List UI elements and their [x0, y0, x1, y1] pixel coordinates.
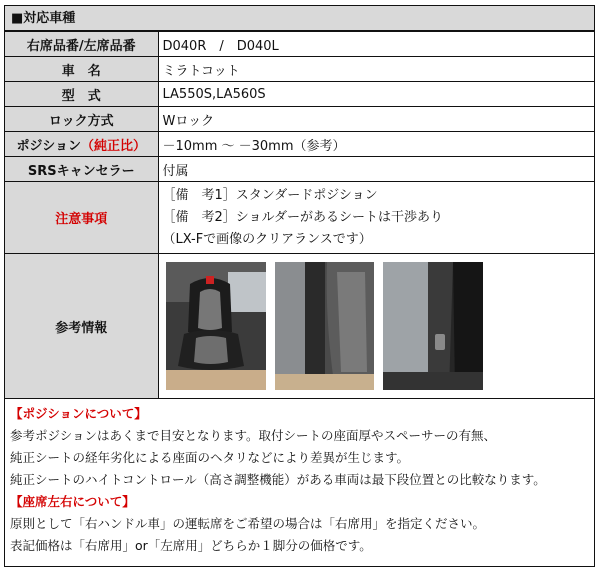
side-heading: 【座席左右について】: [10, 494, 135, 509]
value-part-no: D040R / D040L: [158, 32, 594, 57]
caution-line: （LX-Fで画像のクリアランスです）: [162, 231, 372, 247]
label-model: 型 式: [5, 82, 158, 107]
row-position: [5, 132, 594, 157]
row-caution: [5, 182, 594, 254]
label-position-main: ポジション: [16, 138, 81, 154]
side-note-line: 表記価格は「右席用」or「左席用」どちらか１脚分の価格です。: [10, 538, 372, 553]
spec-sheet: [4, 5, 595, 567]
row-lock: [5, 107, 594, 132]
value-reference: [158, 254, 594, 399]
side-note-line: 原則として「右ハンドル車」の運転席をご希望の場合は「右席用」を指定ください。: [10, 516, 486, 531]
value-car-name: ミラトコット: [158, 57, 594, 82]
row-model: [5, 82, 594, 107]
label-position: [5, 132, 158, 157]
value-model: LA550S,LA560S: [158, 82, 594, 107]
label-position-paren: （純正比）: [80, 138, 146, 154]
seat-photo-side: [275, 262, 374, 390]
notes-section: [5, 403, 594, 557]
row-reference: [5, 254, 594, 399]
caution-line: ［備 考2］ショルダーがあるシートは干渉あり: [162, 209, 443, 225]
spec-table: [5, 31, 594, 399]
value-caution: [158, 182, 594, 254]
value-lock: Wロック: [158, 107, 594, 132]
row-car-name: [5, 57, 594, 82]
sheet-title: ■対応車種: [5, 6, 594, 31]
seat-photo-front: [166, 262, 266, 390]
value-srs: 付属: [158, 157, 594, 182]
caution-line: ［備 考1］スタンダードポジション: [162, 187, 378, 203]
label-srs: SRSキャンセラー: [5, 157, 158, 182]
position-note-line: 純正シートの経年劣化による座面のヘタリなどにより差異が生じます。: [10, 450, 410, 465]
reference-photos: [163, 262, 591, 390]
row-srs: [5, 157, 594, 182]
position-heading: 【ポジションについて】: [10, 406, 147, 421]
label-reference: 参考情報: [5, 254, 158, 399]
label-caution: 注意事項: [5, 182, 158, 254]
position-note-line: 参考ポジションはあくまで目安となります。取付シートの座面厚やスペーサーの有無、: [10, 428, 496, 443]
value-position: －10mm ～ －30mm（参考）: [158, 132, 594, 157]
label-car-name: 車 名: [5, 57, 158, 82]
seat-photo-clearance: [383, 262, 483, 390]
label-lock: ロック方式: [5, 107, 158, 132]
label-part-no: 右席品番/左席品番: [5, 32, 158, 57]
row-part-no: [5, 32, 594, 57]
position-note-line: 純正シートのハイトコントロール（高さ調整機能）がある車両は最下段位置との比較なります。: [10, 472, 546, 487]
